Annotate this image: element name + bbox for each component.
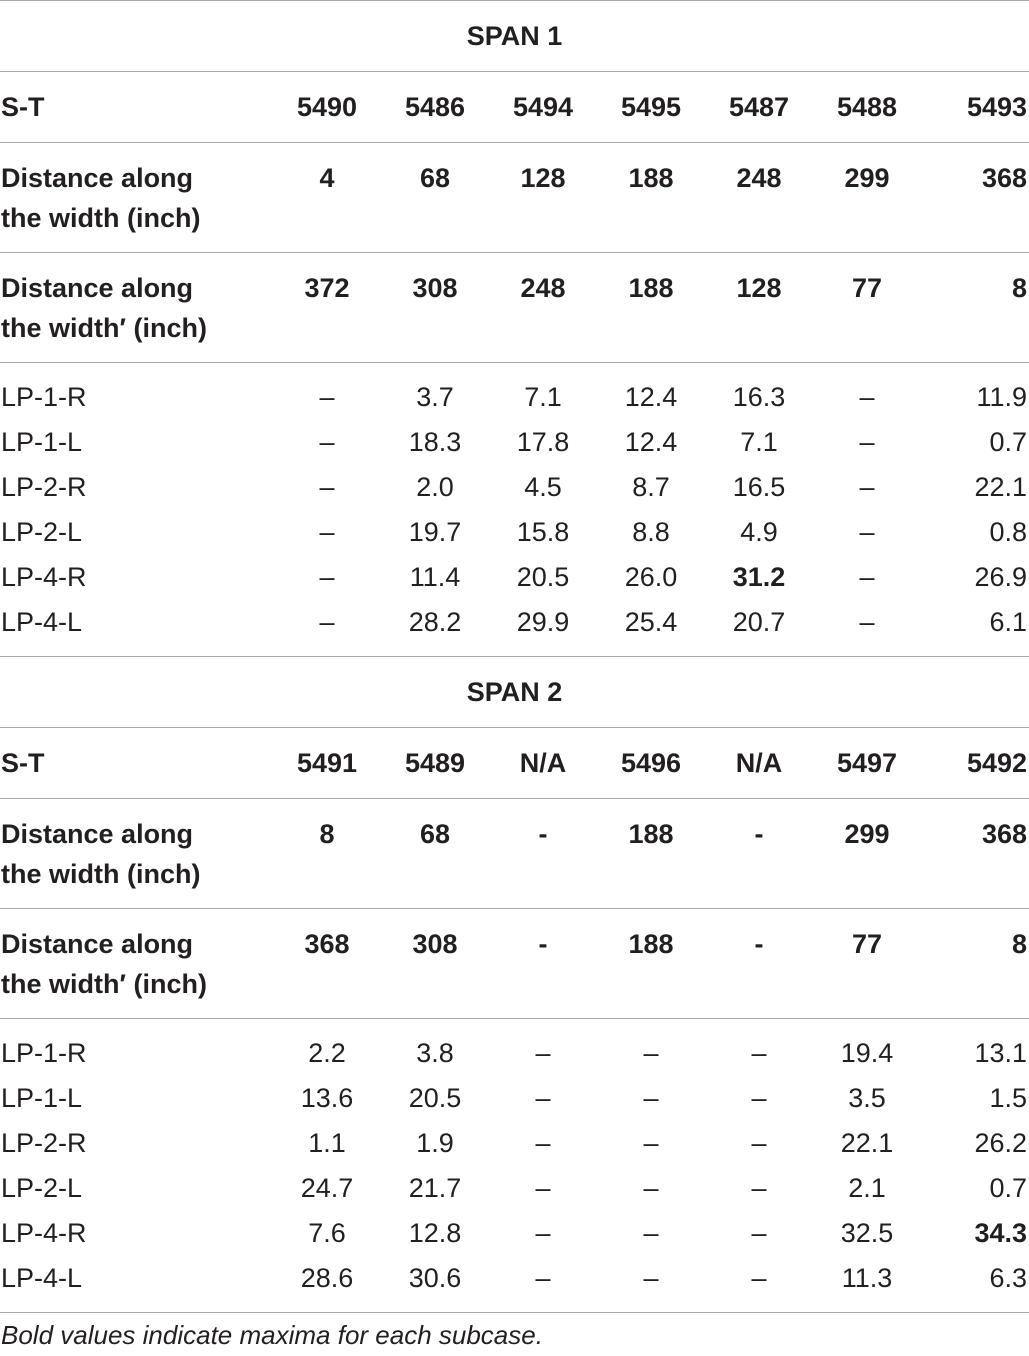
table-row bbox=[0, 600, 1029, 657]
table-cell: – bbox=[489, 1019, 597, 1076]
distance-prime-row-value: - bbox=[705, 909, 813, 1019]
table-cell: – bbox=[643, 1262, 659, 1293]
distance-row-value: - bbox=[489, 799, 597, 909]
distance-row-value: 299 bbox=[813, 143, 921, 253]
table-cell: 19.7 bbox=[408, 517, 462, 547]
table-footnote: Bold values indicate maxima for each subcase. bbox=[1, 1320, 543, 1350]
table-cell: 0.8 bbox=[989, 517, 1028, 547]
row-label: LP-2-R bbox=[1, 472, 87, 502]
table-cell: – bbox=[859, 517, 875, 547]
table-cell: 18.3 bbox=[408, 427, 462, 457]
st-value: 5487 bbox=[705, 72, 813, 143]
table-cell: – bbox=[751, 1218, 767, 1248]
results-table-body bbox=[0, 1, 1029, 1314]
table-bottom-rule bbox=[0, 1313, 1029, 1314]
table-cell: 0.7 bbox=[989, 1173, 1028, 1203]
table-cell: 1.1 bbox=[308, 1128, 346, 1158]
distance-row-value: 188 bbox=[597, 143, 705, 253]
table-cell: – bbox=[319, 517, 335, 547]
table-cell: – bbox=[751, 1083, 767, 1113]
row-label: LP-2-L bbox=[1, 517, 83, 547]
table-cell: – bbox=[859, 606, 875, 637]
table-cell: – bbox=[643, 1173, 659, 1203]
table-row bbox=[0, 1211, 1029, 1256]
st-value: 5497 bbox=[813, 728, 921, 799]
distance-prime-row-label-line2: the width′ (inch) bbox=[1, 313, 207, 343]
table-cell: 24.7 bbox=[300, 1173, 354, 1203]
distance-prime-row-value: 188 bbox=[597, 909, 705, 1019]
table-row bbox=[0, 555, 1029, 600]
table-row bbox=[0, 363, 1029, 420]
distance-prime-row-label bbox=[0, 909, 273, 1019]
distance-prime-row-value: 8 bbox=[921, 909, 1029, 1019]
table-cell: – bbox=[273, 363, 381, 420]
row-label: LP-1-R bbox=[0, 363, 273, 420]
distance-row-value: 68 bbox=[381, 143, 489, 253]
table-cell: 29.9 bbox=[516, 606, 570, 637]
table-cell: 15.8 bbox=[516, 517, 570, 547]
row-label: LP-4-R bbox=[1, 1218, 87, 1248]
distance-row-value: 188 bbox=[597, 799, 705, 909]
table-cell: 7.1 bbox=[489, 363, 597, 420]
table-cell: 7.1 bbox=[740, 427, 778, 457]
table-cell: 26.2 bbox=[974, 1128, 1028, 1158]
distance-prime-row-label bbox=[0, 253, 273, 363]
table-cell: – bbox=[319, 562, 335, 592]
table-row bbox=[0, 465, 1029, 510]
st-row bbox=[0, 728, 1029, 799]
table-cell: 12.4 bbox=[597, 363, 705, 420]
st-value: 5488 bbox=[813, 72, 921, 143]
table-cell: – bbox=[319, 472, 335, 502]
distance-row-value: 368 bbox=[921, 143, 1029, 253]
table-cell: 2.2 bbox=[273, 1019, 381, 1076]
distance-row bbox=[0, 143, 1029, 253]
table-cell: – bbox=[535, 1173, 551, 1203]
rule-cell bbox=[0, 1313, 1029, 1314]
distance-prime-row-value: 308 bbox=[381, 909, 489, 1019]
distance-prime-row bbox=[0, 909, 1029, 1019]
table-row bbox=[0, 1166, 1029, 1211]
distance-prime-row-label-line2: the width′ (inch) bbox=[1, 969, 207, 999]
table-cell: 13.6 bbox=[300, 1083, 354, 1113]
distance-prime-row-label-line1: Distance along bbox=[1, 273, 194, 303]
st-value: 5494 bbox=[489, 72, 597, 143]
st-value: 5490 bbox=[273, 72, 381, 143]
distance-row-label bbox=[0, 143, 273, 253]
table-cell: – bbox=[813, 363, 921, 420]
span-title: SPAN 1 bbox=[0, 1, 1029, 72]
st-value: 5492 bbox=[921, 728, 1029, 799]
distance-row-label-line2: the width (inch) bbox=[1, 859, 201, 889]
table-cell: – bbox=[751, 1173, 767, 1203]
row-label: LP-1-L bbox=[1, 427, 83, 457]
row-label: LP-2-L bbox=[1, 1173, 83, 1203]
table-cell: – bbox=[859, 427, 875, 457]
table-cell: 7.6 bbox=[308, 1218, 346, 1248]
table-row bbox=[0, 1019, 1029, 1076]
distance-row bbox=[0, 799, 1029, 909]
distance-row-label-line1: Distance along bbox=[1, 163, 194, 193]
table-cell: 4.5 bbox=[524, 472, 562, 502]
distance-row-value: 128 bbox=[489, 143, 597, 253]
row-label: LP-1-L bbox=[1, 1083, 83, 1113]
distance-row-value: 8 bbox=[273, 799, 381, 909]
table-cell: 12.4 bbox=[624, 427, 678, 457]
distance-prime-row bbox=[0, 253, 1029, 363]
distance-row-value: 4 bbox=[273, 143, 381, 253]
table-cell: 6.3 bbox=[989, 1262, 1028, 1293]
table-row bbox=[0, 420, 1029, 465]
table-cell: – bbox=[535, 1128, 551, 1158]
row-label: LP-4-L bbox=[1, 1262, 83, 1293]
table-cell: – bbox=[597, 1019, 705, 1076]
table-cell: – bbox=[319, 427, 335, 457]
table-cell: 8.8 bbox=[632, 517, 670, 547]
distance-row-value: - bbox=[705, 799, 813, 909]
distance-row-value: 299 bbox=[813, 799, 921, 909]
distance-prime-row-value: 8 bbox=[921, 253, 1029, 363]
st-value: 5493 bbox=[921, 72, 1029, 143]
table-row bbox=[0, 510, 1029, 555]
table-cell: 3.7 bbox=[381, 363, 489, 420]
table-cell: 6.1 bbox=[989, 606, 1028, 637]
distance-prime-row-value: 188 bbox=[597, 253, 705, 363]
table-cell: 8.7 bbox=[632, 472, 670, 502]
table-cell: – bbox=[535, 1262, 551, 1293]
table-cell: 20.5 bbox=[408, 1083, 462, 1113]
table-cell: – bbox=[643, 1218, 659, 1248]
table-cell: – bbox=[535, 1218, 551, 1248]
table-cell: 16.3 bbox=[705, 363, 813, 420]
table-cell: – bbox=[643, 1083, 659, 1113]
distance-prime-row-value: - bbox=[489, 909, 597, 1019]
table-cell: 21.7 bbox=[408, 1173, 462, 1203]
table-cell: 13.1 bbox=[921, 1019, 1029, 1076]
st-label: S-T bbox=[0, 728, 273, 799]
span-title-row bbox=[0, 657, 1029, 728]
distance-row-label-line2: the width (inch) bbox=[1, 203, 201, 233]
table-cell: 31.2 bbox=[732, 562, 786, 592]
table-cell: 28.6 bbox=[300, 1262, 354, 1293]
distance-row-value: 248 bbox=[705, 143, 813, 253]
st-label: S-T bbox=[0, 72, 273, 143]
table-cell: 20.5 bbox=[516, 562, 570, 592]
row-label: LP-2-R bbox=[1, 1128, 87, 1158]
table-cell: 11.4 bbox=[409, 562, 461, 592]
st-value: N/A bbox=[489, 728, 597, 799]
distance-row-label bbox=[0, 799, 273, 909]
table-cell: 30.6 bbox=[408, 1262, 462, 1293]
table-row bbox=[0, 1256, 1029, 1313]
distance-prime-row-value: 308 bbox=[381, 253, 489, 363]
st-value: 5489 bbox=[381, 728, 489, 799]
st-value: 5486 bbox=[381, 72, 489, 143]
table-cell: – bbox=[535, 1083, 551, 1113]
table-cell: 22.1 bbox=[974, 472, 1028, 502]
row-label: LP-4-R bbox=[1, 562, 87, 592]
table-cell: 1.9 bbox=[416, 1128, 454, 1158]
table-cell: – bbox=[751, 1262, 767, 1293]
table-cell: 4.9 bbox=[740, 517, 778, 547]
distance-prime-row-value: 248 bbox=[489, 253, 597, 363]
table-cell: 16.5 bbox=[732, 472, 786, 502]
distance-prime-row-value: 368 bbox=[273, 909, 381, 1019]
row-label: LP-4-L bbox=[1, 606, 83, 637]
table-cell: 28.2 bbox=[408, 606, 462, 637]
table-cell: 17.8 bbox=[516, 427, 570, 457]
distance-prime-row-value: 77 bbox=[813, 909, 921, 1019]
table-cell: – bbox=[643, 1128, 659, 1158]
table-cell: 1.5 bbox=[989, 1083, 1028, 1113]
distance-prime-row-value: 128 bbox=[705, 253, 813, 363]
table-cell: 26.0 bbox=[624, 562, 678, 592]
table-cell: 0.7 bbox=[989, 427, 1028, 457]
table-row bbox=[0, 1121, 1029, 1166]
distance-row-label-line1: Distance along bbox=[1, 819, 194, 849]
table-cell: 32.5 bbox=[840, 1218, 894, 1248]
table-cell: 20.7 bbox=[732, 606, 786, 637]
distance-row-value: 68 bbox=[381, 799, 489, 909]
table-cell: 2.0 bbox=[416, 472, 454, 502]
table-cell: 3.5 bbox=[848, 1083, 886, 1113]
span-title: SPAN 2 bbox=[0, 657, 1029, 728]
table-cell: 19.4 bbox=[813, 1019, 921, 1076]
st-value: 5491 bbox=[273, 728, 381, 799]
span-title-row bbox=[0, 1, 1029, 72]
table-cell: 3.8 bbox=[381, 1019, 489, 1076]
table-cell: – bbox=[751, 1128, 767, 1158]
distance-prime-row-value: 77 bbox=[813, 253, 921, 363]
table-cell: – bbox=[859, 562, 875, 592]
table-cell: – bbox=[319, 606, 335, 637]
table-cell: 11.3 bbox=[841, 1262, 893, 1293]
table-cell: 11.9 bbox=[921, 363, 1029, 420]
distance-prime-row-label-line1: Distance along bbox=[1, 929, 194, 959]
table-cell: – bbox=[705, 1019, 813, 1076]
table-row bbox=[0, 1076, 1029, 1121]
table-cell: – bbox=[859, 472, 875, 502]
row-label: LP-1-R bbox=[0, 1019, 273, 1076]
st-value: 5496 bbox=[597, 728, 705, 799]
distance-row-value: 368 bbox=[921, 799, 1029, 909]
table-cell: 2.1 bbox=[848, 1173, 886, 1203]
table-cell: 22.1 bbox=[840, 1128, 894, 1158]
distance-prime-row-value: 372 bbox=[273, 253, 381, 363]
table-cell: 12.8 bbox=[408, 1218, 462, 1248]
st-value: N/A bbox=[705, 728, 813, 799]
table-cell: 26.9 bbox=[974, 562, 1028, 592]
st-row bbox=[0, 72, 1029, 143]
table-cell: 34.3 bbox=[974, 1218, 1028, 1248]
st-value: 5495 bbox=[597, 72, 705, 143]
table-cell: 25.4 bbox=[624, 606, 678, 637]
